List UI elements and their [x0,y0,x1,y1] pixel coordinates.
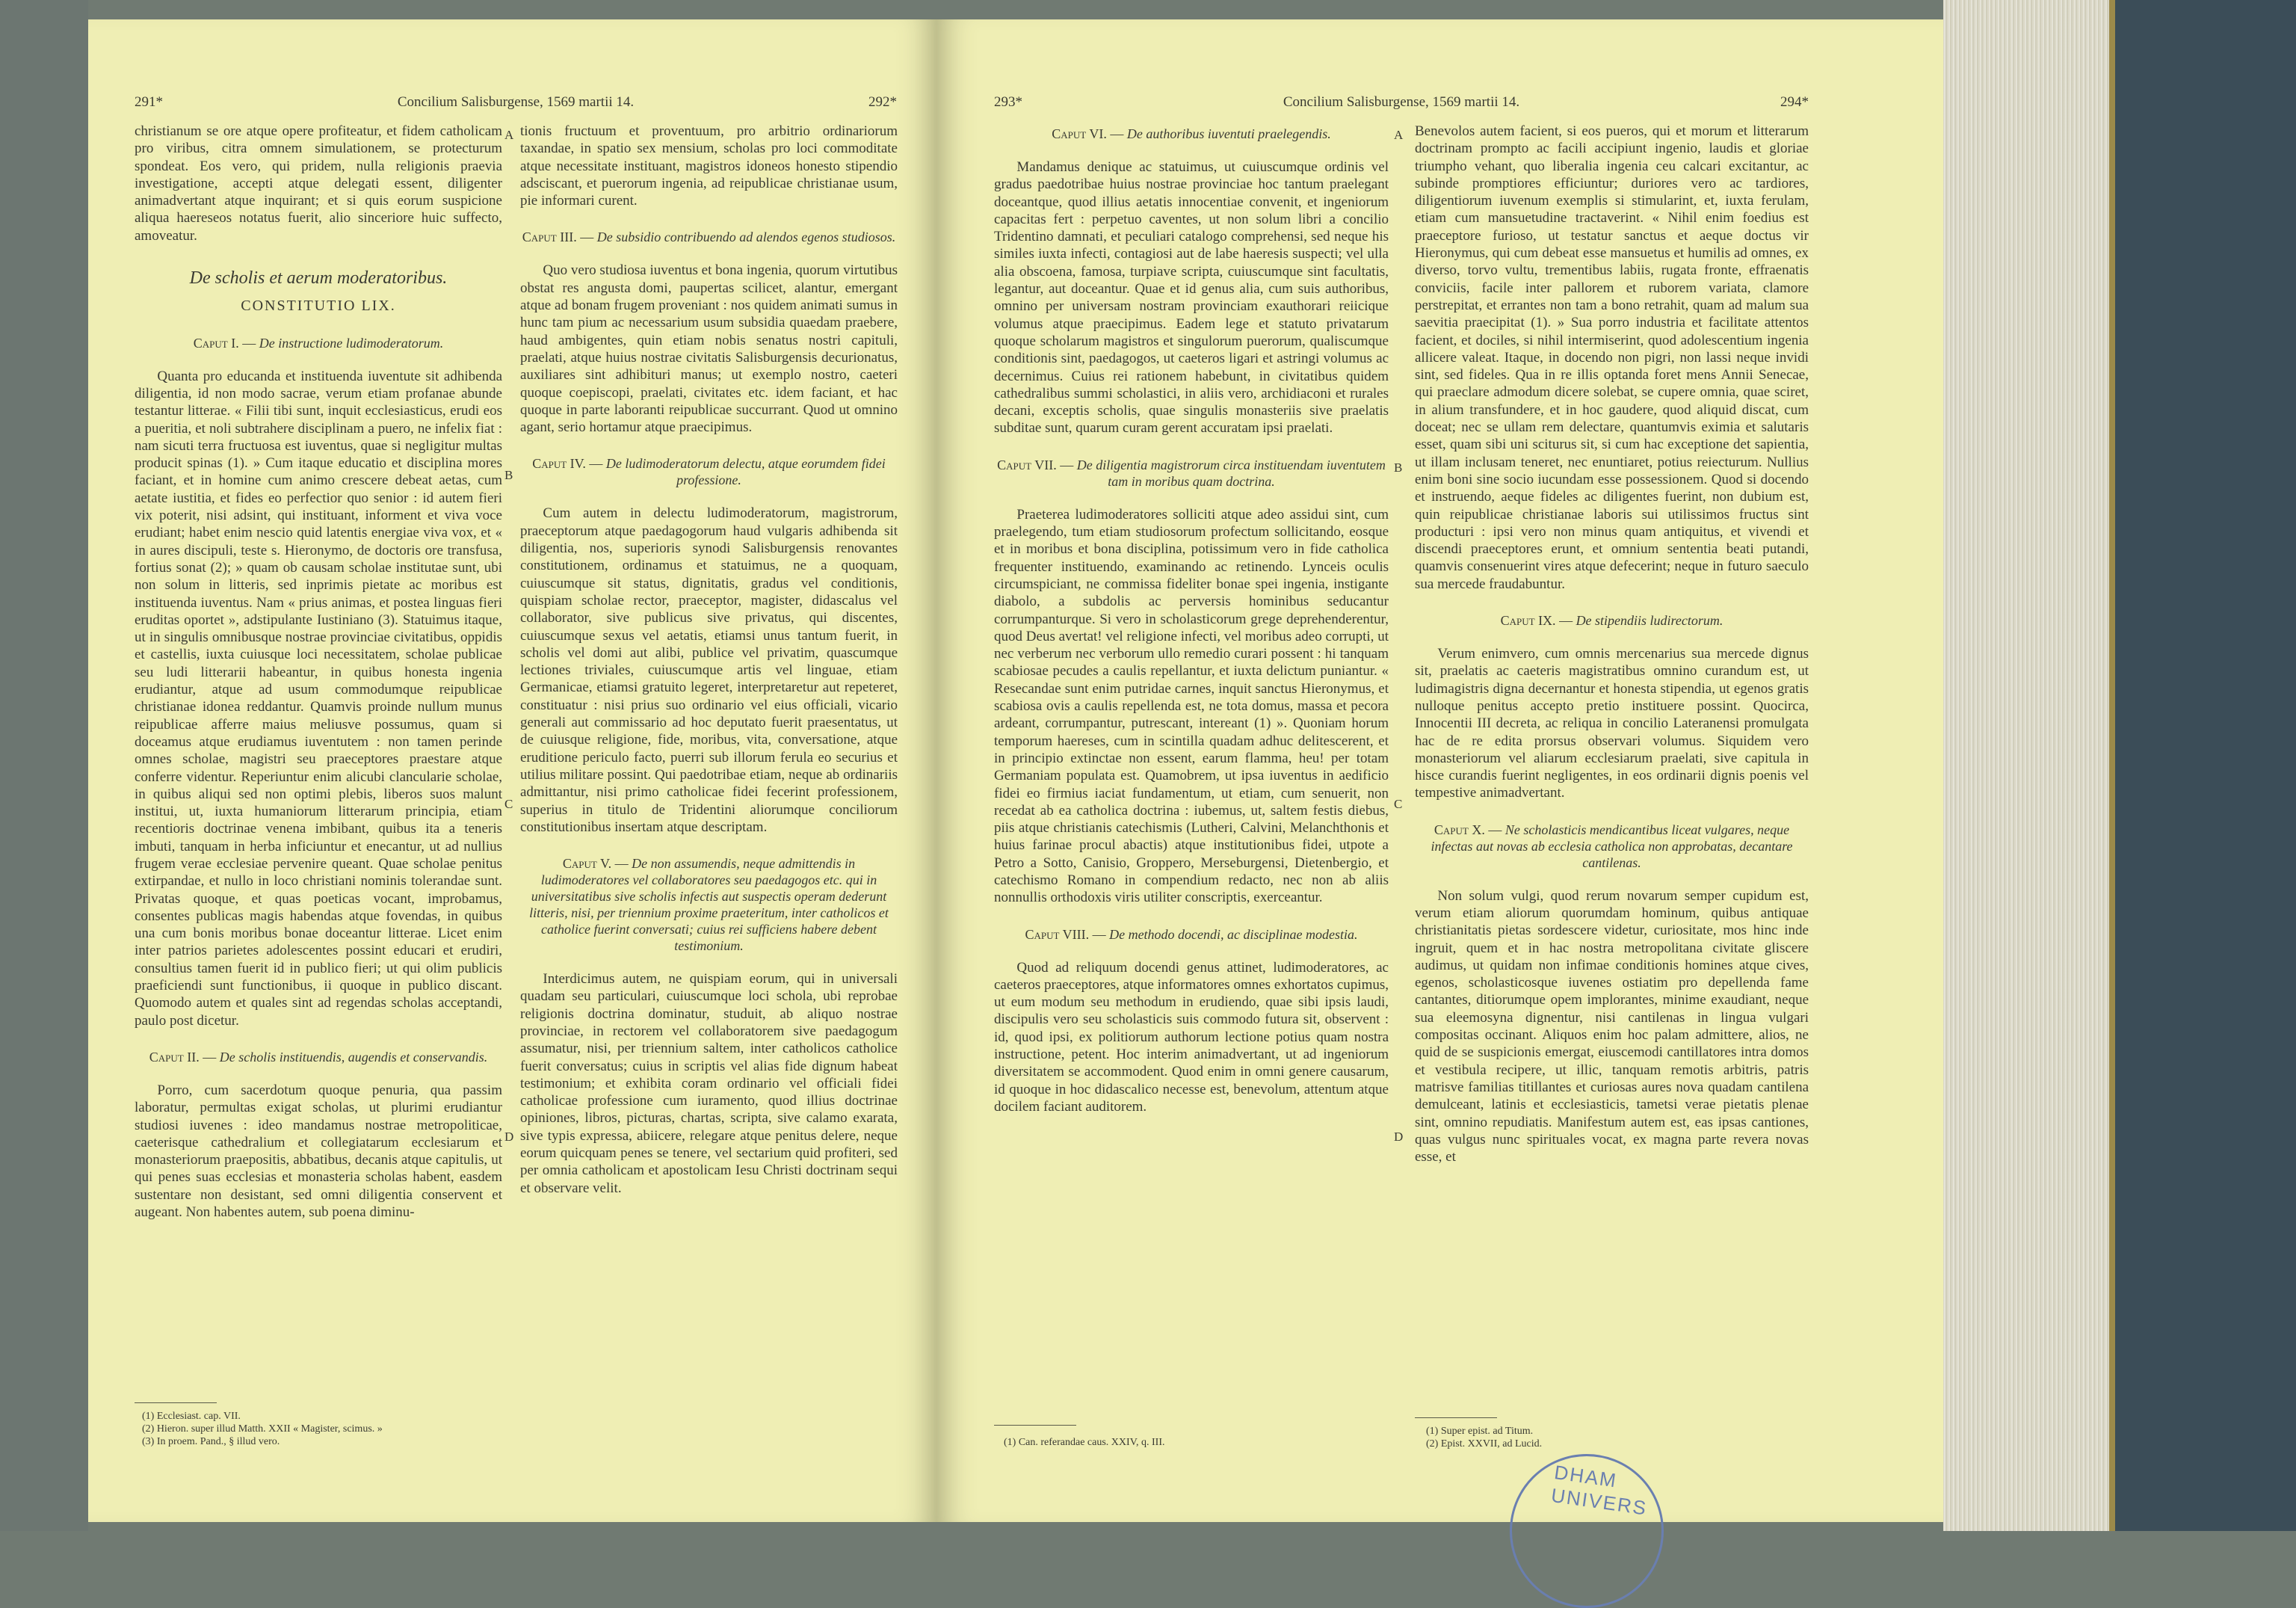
running-header [135,94,897,111]
chapter-title: De subsidio contribuendo ad alendos egenos studiosos. [596,230,896,245]
paragraph: Porro, cum sacerdotum quoque penuria, qua passim laboratur, permultas exigat scholas, ut plurimi erudiantur studiosi iuvenes : ideo mandamus nostrae metropoliticae, caeterisque cathedralium et collegiatarum ecclesiarum et monasteriorum praepositis, abbatibus, decanis atque capitulis, ut qui penes suas ecclesias et monasteria scholas habent, easdem sustentare non desistant, sed omni diligentia conservent et augeant. Non habentes autem, sub poena diminu- [135,1082,502,1221]
footnotes [1426,1425,1542,1450]
running-title: Concilium Salisburgense, 1569 martii 14. [397,94,635,110]
book-cover [2115,0,2296,1531]
paragraph: Quo vero studiosa iuventus et bona ingenia, quorum virtutibus obstat res angusta domi, paupertas scilicet, alantur, emergant atque ad bonam frugem proveniant : nos quidem animati sumus in hunc tam pium ac necessarium usum subsidia quaedam praebere, haud ambigentes, quin etiam nobis senatus nostri capituli, praelati, atque huius nostrae civitatis Salisburgensis decurionatus, auxiliares sint adhibituri manus; ut exemplo nostro, caeteri quoque coepiscopi, praelati, civitates etc. idem faciant, et hac quoque in parte laboranti reipublicae succurrant. Quod ut omnino agant, serio hortamur atque praecipimus. [520,262,898,436]
chapter-label: Caput I. [193,335,239,351]
chapter-label: Caput X. [1434,822,1485,837]
paragraph: Quod ad reliquum docendi genus attinet, ludimoderatores, ac caeteros praeceptores, atque informatores omnes exhortatos cupimus, ut eum modum seu methodum in erudiendo, quae sibi ipsis laudi, discipulis vero seu scholasticis suis commodo futura sit, observent : id, quod ipsi, ex politiorum authorum lectione potius quam nostra instructione, petent. Hoc interim animadvertant, ut ad ingeniorum diversitatem se accommodent. Quod enim in omni genere causarum, id quoque in hoc didascalico necesse est, benevolum, attentum atque docilem faciant auditorem. [994,959,1389,1115]
paragraph: Cum autem in delectu ludimoderatorum, magistrorum, praeceptorum atque paedagogorum haud vulgaris adhibenda sit diligentia, nos, superioris synodi Salisburgensis renovantes constitutionem, ordinamus et statuimus, ne a quoquam, cuiuscumque sit status, dignitatis, gradus vel conditionis, quispiam scholae rector, praeceptor, magister, didascalus vel collaborator, sive publicus sive privatus, qui discentes, cuiuscumque sexus vel aetatis, etiamsi unus tantum fuerit, in scholis vel domi aut alibi, publice vel privatim, quascumque lectiones triviales, cuiuscumque artis vel linguae, etiam Germanicae, etiamsi gratuito legeret, interpretaretur aut repeteret, constituatur : nisi prius suo ordinario vel eius officiali, vicario generali aut commissario ad hoc deputato fuerit praesentatus, ut de cuiusque religione, fide, moribus, vita, conversatione, atque eruditione periculo facto, puerri sub illorum ferula eo securius et utilius militare possint. Qui paedotribae etiam, neque ab ordinariis admittantur, nisi primo catholicae fidei fecerint professionem, superius in titulo de Tridentini aliorumque conciliorum constitutionibus insertam atque descriptam. [520,505,898,835]
paragraph: Interdicimus autem, ne quispiam eorum, qui in universali quadam seu particulari, cuiuscumque loci schola, ubi reprobae religionis doctrina dominatur, studuit, ab aliquo nostrae provinciae, in rectorem vel collaboratorem sive paedagogum assumatur, nisi, per triennium saltem, inter catholicos catholice fuerit conversatus; cuius in scriptis vel alias fide dignum habeat testimonium; et exhibita coram ordinario vel officiali fidei catholicae professione cum iuramento, quod illius doctrinae opiniones, libros, picturas, chartas, scripta, sive calamo exarata, sive typis expressa, abiicere, relegare atque penitus delere, neque eorum quicquam penes se tenere, vel sectarium quid profiteri, sed per omnia catholicam et apostolicam Iesu Christi doctrinam sequi et observare velit. [520,971,898,1196]
chapter-heading: Caput III. — De subsidio contribuendo ad alendos egenos studiosos. [522,230,896,245]
text-column [1415,123,1809,1165]
chapter-heading: Caput X. — Ne scholasticis mendicantibus liceat vulgares, neque infectas aut novas ab ecclesia catholica non approbatas, decantare cantilenas. [1431,822,1793,870]
chapter-label: Caput IX. [1500,613,1556,629]
page-number: 293* [994,94,1022,110]
chapter-title: De non assumendis, neque admittendis in ludimoderatores vel collaboratores seu paedagogos etc. qui in universitatibus sive scholis infectis aut suspectis operam dederunt litteris, nisi, per triennium proxime praeteritum, inter catholicos et catholice fuerint conversati; cuius rei sufficiens habere debent testimonium. [529,856,889,954]
footnotes [142,1410,383,1448]
chapter-heading: Caput IX. — De stipendiis ludirectorum. [1500,613,1723,629]
margin-letter: D [1394,1130,1404,1144]
chapter-heading: Caput II. — De scholis instituendis, augendis et conservandis. [149,1049,488,1065]
chapter-label: Caput III. [522,230,577,245]
footnotes [1004,1436,1164,1449]
footnote-rule [135,1402,217,1403]
chapter-heading: Caput VII. — De diligentia magistrorum circa instituendam iuventutem tam in moribus quam doctrina. [997,457,1386,489]
chapter-title: De stipendiis ludirectorum. [1576,613,1723,629]
footnote-rule [1415,1417,1497,1418]
margin-letter: C [1394,797,1403,811]
stamp-text: DHAM UNIVERS [1549,1461,1650,1520]
chapter-title: De methodo docendi, ac disciplinae modestia. [1109,926,1358,942]
page-number: 292* [868,94,897,110]
text-column [520,123,898,1197]
paragraph: Mandamus denique ac statuimus, ut cuiuscumque ordinis vel gradus paedotribae huius nostrae provinciae hoc tantum praelegant doceantque, quod illius aetatis innocentiae convenit, et ingeniorum capacitas fert : perpetuo caventes, ut non solum libri a concilio Tridentino damnati, et peculiari catalogo comprehensi, sed neque his similes iuxta infecti, contagiosi aut de labe haeresis suspecti; vel ulla alia obscoena, famosa, turpiave scripta, cuiuscumque sint facultatis, legantur, aut doceantur. Quae et id genus alia, cum suis authoribus, omnino per universam nostram provinciam exauthorari reiicique volumus atque praecipimus. Eadem lege et statuto privatarum quoque scholarum magistros et singulorum puerorum, qualiscumque conditionis sint, paedagogos, ut caeteros ligari et astringi volumus ac decernimus. Cuius rei rationem habebunt, in civitatibus quidem cathedralibus summi scholastici, in aliis vero, archidiaconi et rurales decani, exceptis scholis, quae singulis monasteriis sive praelatis subditae sunt, quarum curam gerent accuratam ipsi praelati. [994,159,1389,437]
chapter-title: Ne scholasticis mendicantibus liceat vulgares, neque infectas aut novas ab ecclesia catholica non approbatas, decantare cantilenas. [1431,822,1793,870]
chapter-heading: Caput VIII. — De methodo docendi, ac disciplinae modestia. [1025,926,1358,942]
footnote: (1) Super epist. ad Titum. [1426,1426,1534,1437]
constitution-heading: CONSTITUTIO LIX. [241,298,396,315]
chapter-title: De ludimoderatorum delectu, atque eorumdem fidei professione. [605,456,886,488]
book-fore-edge [1943,0,2296,1531]
text-column [135,123,502,1221]
paragraph: Non solum vulgi, quod rerum novarum semper cupidum est, verum etiam aliorum quorumdam hominum, quibus antiquae christianitatis pietas sordescere videtur, curiositate, mos hinc inde ingruit, quem et in hac nostra metropolitana civitate gliscere audimus, ut quidam non infimae conditionis homines atque cives, egenos, scholasticosque iuvenes ostiatim pro depellenda fame cantantes, ditiorumque opem implorantes, minime exaudiant, neque sua eleemosyna dignentur, nisi cantilenas in lingua vulgari compositas occinant. Aliquos enim hoc palam admittere, alios, ne quid de se suspicionis emergat, eiuscemodi cantillatores intra domos et vestibula recipere, ut illic, tanquam remotis arbitris, patris matrisve familias titillantes et curiosas aures nova quadam cantilena demulceant, latinis et ecclesiasticis, tametsi verae pietatis plenae sint, omnino repudiatis. Manifestum autem est, eas ipsas cantiones, quas vulgus nunc spirituales vocat, ex magna parte revera novas esse, et [1415,887,1809,1165]
margin-letter: A [1394,128,1404,142]
chapter-heading: Caput VI. — De authoribus iuventuti praelegendis. [1052,126,1331,141]
chapter-title: De instructione ludimoderatorum. [259,335,444,351]
margin-letter: C [504,797,513,811]
running-title: Concilium Salisburgense, 1569 martii 14. [1283,94,1520,110]
footnote: (1) Can. referandae caus. XXIV, q. III. [1004,1437,1165,1448]
chapter-heading: Caput IV. — De ludimoderatorum delectu, atque eorumdem fidei professione. [532,456,886,488]
chapter-label: Caput II. [149,1049,200,1065]
footnote: (2) Epist. XXVII, ad Lucid. [1426,1438,1543,1450]
paragraph: Quanta pro educanda et instituenda iuventute sit adhibenda diligentia, id non modo sacrae, verum etiam profanae abunde testantur litterae. « Filii tibi sunt, inquit ecclesiasticus, erudi eos a pueritia, et noli subtrahere disciplinam a puero, ne infelix fiat : nam sicuti terra fructuosa est iuventus, quae si negligitur multas producit spinas (1). » Cum itaque educatio et disciplina mores faciant, et in homine cum animo crescere debeat aetas, cum aetate iustitia, et fides eo perfectior quo senior : id autem fieri vix poterit, nisi adsint, qui instituant, informent et viva voce erudiant; habet enim nescio quid latentis energiae viva vox, et « in aures discipuli, teste s. Hieronymo, de doctoris ore transfusa, fortius sonat (2); » quam ob causam scholae institutae sunt, ubi non solum in litteris, sed inprimis pietate ac moribus est instituenda iuventus. Nam « prius animas, et postea linguas fieri eruditas oportet », adstipulante Iustiniano (3). Statuimus itaque, ut in singulis omnibusque nostrae provinciae civitatibus, oppidis et castellis, iuxta cuiusque loci necessitatem, scholae publicae seu ludi litterarii habeantur, in quibus honesta ingenia erudiantur, atque ad usum commodumque reipublicae christianae idonea reddantur. Quamvis proinde nullum munus reipublicae afferre maius meliusve possumus, quam si doceamus atque erudiamus iuventutem : non tamen perinde omnes scholae, magistri seu praeceptores praestare atque conferre videntur. Reperiuntur enim alicubi clancularie scholae, in quibus aliqui sed non optimi plebis, liberos suos malunt institui, ut, iuxta humaniorum litterarum principia, etiam recentioris doctrinae venena imbibant, quibus ita a teneris imbuti, tanquam in herba inficiuntur et enecantur, ut ad nullius frugem verae ecclesiae pervenire queant. Quae scholae penitus extirpandae, et nullo in loco christiani nominis tolerandae sunt. Privatas quoque, et quas poeticas vocant, improbamus, consentes publicas magis habendas atque fovendas, in quibus una cum bonis moribus bonae doceantur litterae. Licet enim inter patrios parietes adolescentes possint educari et erudiri, consultius tamen fuerit id in publico fieri; ut qui olim publicis praeficiendi sunt functionibus, ii quoque in publico discant. Quomodo autem et quales sint ad regendas scholas acceptandi, paulo post dicetur. [135,368,502,1029]
chapter-label: Caput IV. [532,456,586,472]
chapter-label: Caput V. [562,856,612,872]
footnote: (1) Ecclesiast. cap. VII. [142,1411,241,1422]
paragraph: Praeterea ludimoderatores solliciti atque adeo assidui sint, cum praelegendo, tum etiam studiosorum profectum sollicitando, eosque et in moribus et bona disciplina, potissimum vero in fide catholica frequenter instituendo, examinando ac retinendo. Lynceis oculis circumspiciant, ne commissa fideliter bonae spei ingenia, instigante diabolo, a subdolis ac perversis hominibus seducantur corrumpanturque. Si vero in scholasticorum grege deprehenderentur, quod Deus avertat! vel religione infecti, vel moribus adeo corrupti, ut nec verberum nec verborum ullo remedio curari possent : hi tanquam scabiosae pecudes a caulis repellantur, et iuxta delictum puniantur. « Resecandae sunt enim putridae carnes, inquit sanctus Hieronymus, et scabiosa ovis a caulis repellenda est, ne tota domus, massa et pecora ardeant, corrumpantur, putrescant, intereant (1) ». Quoniam horum temporum haereses, cum in scintilla quadam adhuc delitescerent, et in principio extinctae non essent, earum flamma, heu! per totam Germaniam populata est. Quamobrem, ut ipsa iuventus in aedificio fidei eo firmius iaciat fundamentum, ut etiam, cum senuerit, non recedat ab ea catholica doctrina : iubemus, ut, saltem festis diebus, piis atque christianis catechismis (Lutheri, Calvini, Melanchthonis et huius farinae procul abactis) atque institutionibus fidei, utpote a Petro a Sotto, Canisio, Groppero, Merseburgensi, Dietenbergio, et catechismo Romano in compendium redacto, nec non ab aliis nonnullis orthodoxis viris utiliter conscriptis, exerceantur. [994,506,1389,906]
chapter-title: De authoribus iuventuti praelegendis. [1126,126,1331,141]
paragraph: Verum enimvero, cum omnis mercenarius sua mercede dignus sit, praelatis ac caeteris magistratibus omnino curandum est, ut ludimagistris digna decernantur et honesta stipendia, ut egenos gratis nulloque penitus accepto pretio instituere possint. Quocirca, Innocentii III decreta, ac reliqua in concilio Lateranensi promulgata hac de re edita prorsus observari volumus. Siquidem vero monasteriorum vel aliarum ecclesiarum praelati, sive capitula in hisce curandis fuerint negligentes, in eos ordinarii dignis poenis vel tempestive animadvertant. [1415,646,1809,801]
margin-letter: B [504,468,513,482]
paragraph: tionis fructuum et proventuum, pro arbitrio ordinariorum taxandae, in spatio sex mensium, scholas pro loci commoditate atque necessitate instituant, magistros idoneos honesto stipendio adsciscant, et puerorum ingenia, ad reipublicae christianae usum, pie informari curent. [520,123,898,209]
margin-letter: A [504,128,514,142]
chapter-label: Caput VII. [997,457,1057,472]
chapter-label: Caput VI. [1052,126,1107,141]
footnote-rule [994,1425,1076,1426]
footnote: (2) Hieron. super illud Matth. XXII « Magister, scimus. » [142,1423,383,1435]
chapter-label: Caput VIII. [1025,926,1090,942]
paragraph: Benevolos autem facient, si eos pueros, qui et morum et litterarum doctrinam prompto ac facili accipiunt ingenio, laudis et gloriae triumpho vehant, quo liberalia ingenia ceu calcari excitantur, ac subinde promptiores efficiuntur; duriores vero ac tardiores, diligentiorum iuvenum exemplis si stimularint, et, iuxta ferulam, etiam cum mansuetudine tractaverint. « Nihil enim foedius est praeceptore furioso, ut testatur sanctus et aeque doctus vir Hieronymus, qui cum debeat esse mansuetus et humilis ad omnes, ex diverso, torvo vultu, trementibus labiis, rugata fronte, effraenatis conviciis, facile inter pallorem et ruborem variata, clamore perstrepitat, et errantes non tam a bono retrahit, quam ad malum sua saevitia praecipitat (1). » Sua porro industria et facilitate attentos facient, et dociles, si nihil intermiserint, quod adolescentium ingenia allicere valeat. Itaque, in docendo non pigri, non lassi neque invidi sint, sed fideles. Qua in re illis optanda foret mens Annii Senecae, qui praeclare admodum dicere solebat, se cupere omnia, quae sciret, in alium transfundere, et in hoc gaudere, quod aliquid discat, cum doceat; nec se ullam rem delectare, quantumvis eximia et salutaris esset, quam sibi uni sciturus sit, si cum hac exceptione det sapientia, ut illam inclusam teneret, nec enuntiaret, potius reiecturum. Nullius enim boni sine socio iucundam esse possessionem. Quod si docendo et instruendo, aeque fideles ac diligentes fuerint, non dubium est, quin reipublicae christianae laboris sui utilissimos fructus sint producturi : ipsi vero non minus quam antiquitus, et vivendi et discendi praeceptores erunt, et omnium sententia beati putandi, quamvis consenuerint vires atque defecerint; neque in futuro saeculo sua mercede fraudabuntur. [1415,123,1809,592]
page-number: 294* [1780,94,1809,110]
running-header [994,94,1809,111]
chapter-title: De diligentia magistrorum circa instituendam iuventutem tam in moribus quam doctrina. [1076,457,1386,489]
margin-letter: D [504,1130,514,1144]
right-page [936,19,1947,1522]
chapter-heading: Caput I. — De instructione ludimoderatorum. [193,335,444,351]
library-stamp [1510,1454,1664,1608]
background-left [0,0,88,1531]
footnote: (3) In proem. Pand., § illud vero. [142,1436,280,1447]
text-column [994,123,1389,1115]
chapter-heading: Caput V. — De non assumendis, neque admittendis in ludimoderatores vel collaboratores seu paedagogos etc. qui in universitatibus sive scholis infectis aut suspectis operam dederunt litteris, nisi, per triennium proxime praeteritum, inter catholicos et catholice fuerint conversati; cuius rei sufficiens habere debent testimonium. [529,856,889,954]
margin-letter: B [1394,460,1403,475]
page-number: 291* [135,94,163,110]
section-title: De scholis et aerum moderatoribus. [189,268,448,289]
left-page [88,19,936,1522]
chapter-title: De scholis instituendis, augendis et conservandis. [219,1049,488,1065]
paragraph: christianum se ore atque opere profiteatur, et fidem catholicam pro viribus, citra omnem simulationem, se protecturum spondeat. Eos vero, qui pridem, nulla religionis praevia investigatione, accepti atque delegati essent, diligenter animadvertant atque inquirant; et si quis eorum suspicione aliqua haereseos notatus fuerit, alio sinceriore huic suffecto, amoveatur. [135,123,502,244]
